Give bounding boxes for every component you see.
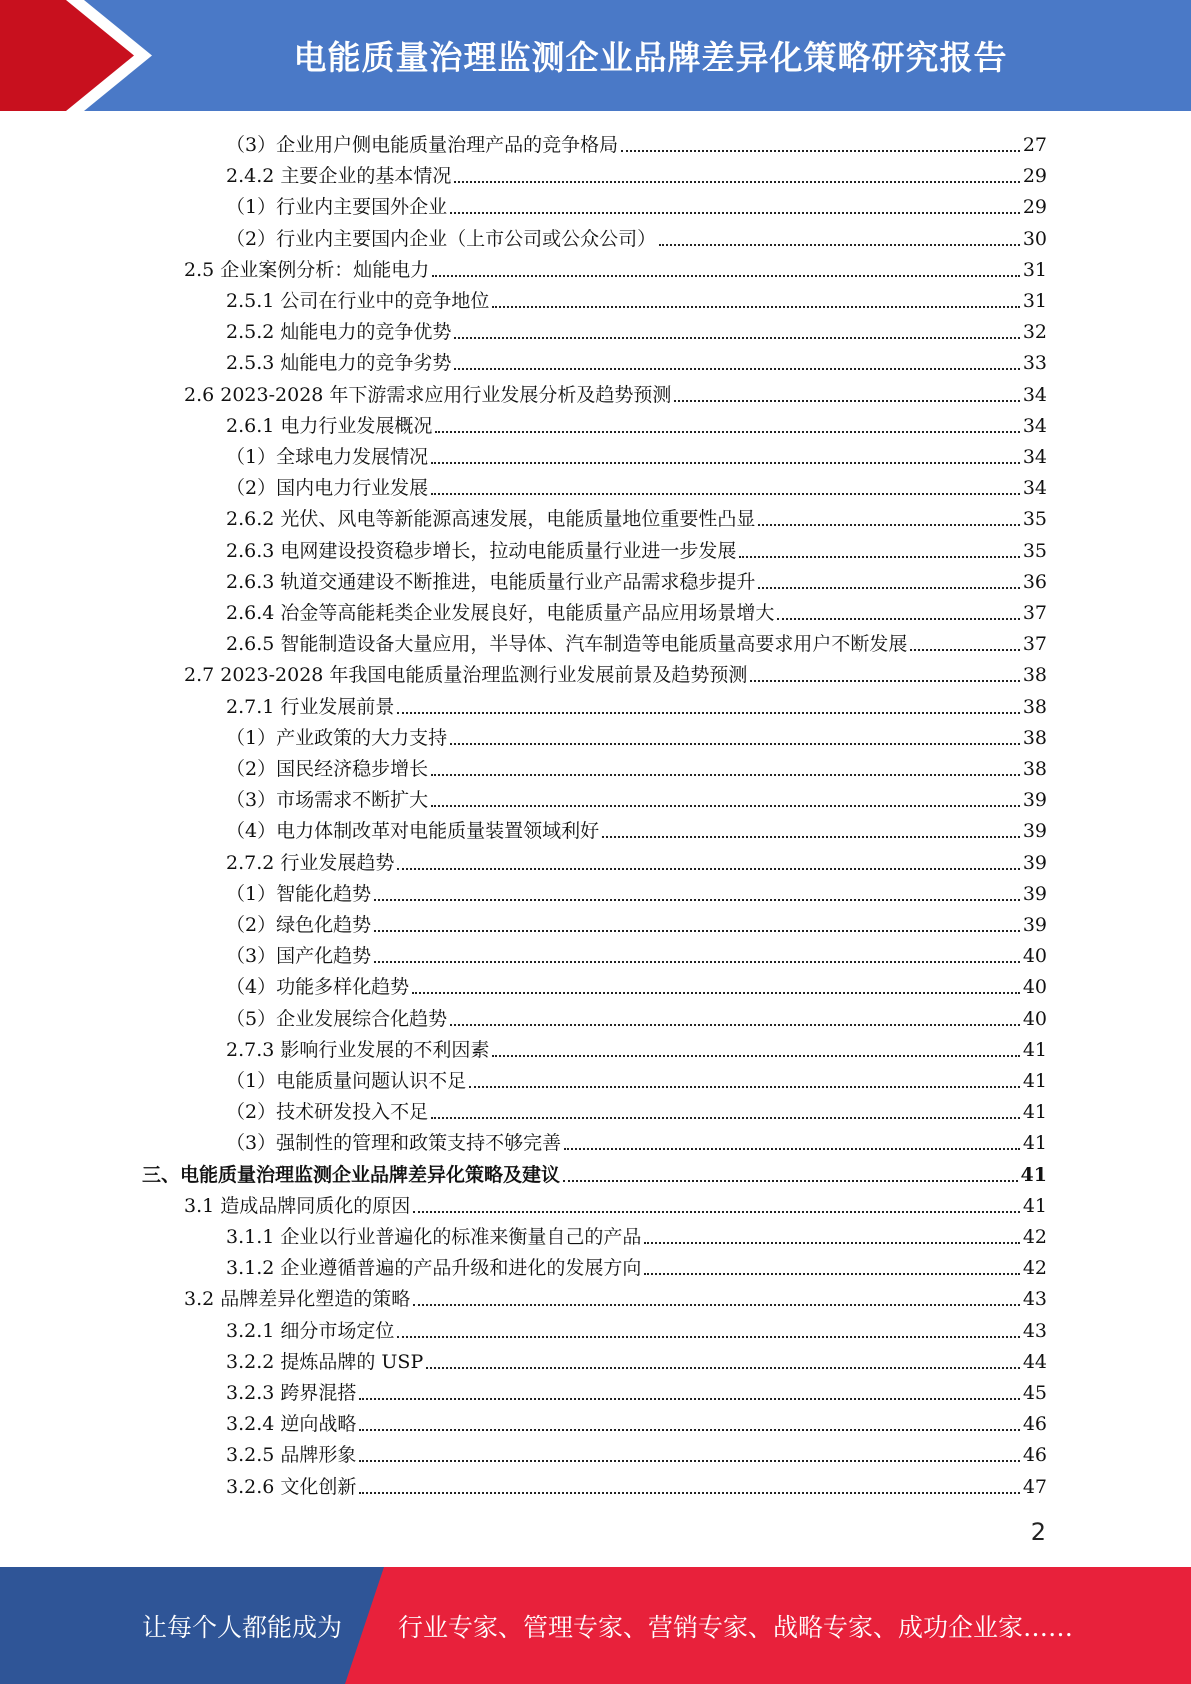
toc-dot-leader: [359, 1429, 1019, 1431]
toc-entry[interactable]: [226, 751, 1047, 782]
toc-entry-label: 2.7.1 行业发展前景: [226, 695, 395, 718]
toc-entry-page: 37: [1022, 633, 1047, 656]
toc-dot-leader: [621, 150, 1020, 152]
toc-dot-leader: [374, 961, 1020, 963]
toc-entry-page: 41: [1022, 1194, 1047, 1217]
toc-dot-leader: [359, 1492, 1019, 1494]
toc-entry[interactable]: [226, 1001, 1047, 1032]
toc-entry-label: 3.1.2 企业遵循普遍的产品升级和进化的发展方向: [226, 1257, 642, 1280]
toc-dot-leader: [910, 649, 1019, 651]
toc-entry[interactable]: [226, 1094, 1047, 1125]
toc-entry-page: 41: [1022, 1038, 1047, 1061]
toc-entry[interactable]: [226, 158, 1047, 189]
toc-entry[interactable]: [226, 127, 1047, 158]
toc-entry-page: 38: [1022, 726, 1047, 749]
toc-entry[interactable]: [226, 439, 1047, 470]
toc-dot-leader: [431, 774, 1020, 776]
toc-entry-page: 41: [1022, 1070, 1047, 1092]
toc-entry[interactable]: [226, 689, 1047, 720]
toc-entry-label: 2.4.2 主要企业的基本情况: [226, 165, 452, 188]
toc-entry-page: 45: [1022, 1382, 1047, 1404]
toc-entry-page: 35: [1022, 508, 1047, 531]
toc-entry[interactable]: [226, 845, 1047, 876]
toc-dot-leader: [454, 337, 1019, 339]
toc-entry[interactable]: [226, 595, 1047, 626]
toc-entry-page: 32: [1022, 321, 1047, 344]
toc-dot-leader: [431, 805, 1020, 807]
footer-slogan-left: 让每个人都能成为: [142, 1612, 343, 1642]
toc-entry[interactable]: [226, 1032, 1047, 1063]
toc-entry-page: 46: [1022, 1413, 1047, 1436]
toc-entry-label: 2.5.3 灿能电力的竞争劣势: [226, 352, 452, 375]
toc-dot-leader: [374, 930, 1020, 932]
toc-entry-page: 40: [1022, 1007, 1047, 1030]
toc-dot-leader: [492, 1055, 1019, 1057]
toc-entry-page: 42: [1022, 1226, 1047, 1248]
toc-entry-page: 36: [1022, 570, 1047, 593]
toc-entry-label: （1）行业内主要国外企业: [226, 196, 448, 219]
toc-entry[interactable]: [226, 408, 1047, 439]
toc-entry[interactable]: [142, 1157, 1047, 1188]
toc-dot-leader: [413, 1211, 1020, 1213]
toc-dot-leader: [454, 368, 1019, 370]
toc-dot-leader: [659, 244, 1020, 246]
toc-entry[interactable]: [226, 189, 1047, 220]
toc-entry-label: 3.2.2 提炼品牌的 USP: [226, 1350, 424, 1373]
toc-entry-page: 37: [1022, 602, 1047, 624]
toc-entry[interactable]: [226, 345, 1047, 376]
toc-entry[interactable]: [226, 1219, 1047, 1250]
toc-entry[interactable]: [184, 1188, 1047, 1219]
toc-entry[interactable]: [226, 1437, 1047, 1468]
toc-dot-leader: [758, 524, 1019, 526]
toc-entry[interactable]: [226, 1250, 1047, 1281]
toc-entry-label: 三、电能质量治理监测企业品牌差异化策略及建议: [142, 1163, 561, 1186]
toc-entry-label: （2）国内电力行业发展: [226, 477, 429, 500]
toc-entry-label: （3）国产化趋势: [226, 945, 372, 968]
toc-entry-label: （3）企业用户侧电能质量治理产品的竞争格局: [226, 134, 619, 156]
toc-entry-label: 3.2 品牌差异化塑造的策略: [184, 1288, 411, 1311]
toc-dot-leader: [563, 1180, 1018, 1182]
toc-entry-label: 2.6.1 电力行业发展概况: [226, 414, 433, 437]
toc-entry-label: （2）行业内主要国内企业（上市公司或公众公司）: [226, 227, 657, 250]
toc-entry-page: 30: [1022, 227, 1047, 250]
toc-dot-leader: [397, 712, 1019, 714]
toc-entry-page: 29: [1022, 196, 1047, 219]
toc-entry-label: （2）技术研发投入不足: [226, 1101, 429, 1124]
toc-entry-label: （1）智能化趋势: [226, 882, 372, 905]
toc-entry-label: 3.1 造成品牌同质化的原因: [184, 1194, 411, 1217]
toc-entry[interactable]: [226, 501, 1047, 532]
toc-entry[interactable]: [226, 1313, 1047, 1344]
toc-dot-leader: [432, 275, 1020, 277]
toc-entry-page: 43: [1022, 1288, 1047, 1311]
toc-dot-leader: [454, 181, 1019, 183]
toc-entry-label: 3.2.1 细分市场定位: [226, 1319, 395, 1342]
toc-entry-label: 3.2.5 品牌形象: [226, 1444, 357, 1467]
toc-entry-label: （1）产业政策的大力支持: [226, 726, 448, 749]
toc-dot-leader: [777, 618, 1019, 620]
toc-entry-label: （4）功能多样化趋势: [226, 976, 410, 999]
toc-entry-label: 2.7.3 影响行业发展的不利因素: [226, 1038, 490, 1061]
toc-entry[interactable]: [226, 626, 1047, 657]
toc-entry-page: 39: [1022, 914, 1047, 936]
toc-entry[interactable]: [226, 221, 1047, 252]
toc-entry[interactable]: [184, 252, 1047, 283]
toc-entry-label: （2）绿色化趋势: [226, 914, 372, 936]
toc-entry-page: 42: [1022, 1257, 1047, 1280]
toc-entry[interactable]: [226, 1406, 1047, 1437]
toc-dot-leader: [644, 1242, 1019, 1244]
toc-dot-leader: [492, 306, 1019, 308]
toc-dot-leader: [397, 1336, 1019, 1338]
toc-entry-page: 38: [1022, 758, 1047, 780]
toc-entry-page: 41: [1022, 1101, 1047, 1124]
toc-entry-label: （2）国民经济稳步增长: [226, 758, 429, 780]
toc-entry-page: 34: [1022, 446, 1047, 468]
footer-slogan-right: 行业专家、管理专家、营销专家、战略专家、成功企业家……: [398, 1612, 1074, 1642]
toc-dot-leader: [644, 1273, 1019, 1275]
toc-entry-label: 2.6.5 智能制造设备大量应用，半导体、汽车制造等电能质量高要求用户不断发展: [226, 633, 908, 656]
toc-entry-label: （3）市场需求不断扩大: [226, 789, 429, 812]
page-header: [0, 0, 1191, 111]
toc-dot-leader: [450, 743, 1020, 745]
toc-entry-page: 31: [1022, 290, 1047, 312]
toc-entry[interactable]: [226, 720, 1047, 751]
toc-entry[interactable]: [226, 470, 1047, 501]
toc-entry-label: 2.6.3 电网建设投资稳步增长，拉动电能质量行业进一步发展: [226, 539, 737, 562]
toc-entry-page: 34: [1022, 383, 1047, 406]
page-footer: [0, 1567, 1191, 1684]
toc-dot-leader: [359, 1460, 1019, 1462]
toc-entry-page: 39: [1022, 820, 1047, 843]
toc-dot-leader: [431, 462, 1020, 464]
toc-entry-page: 27: [1022, 134, 1047, 156]
toc-entry[interactable]: [226, 1063, 1047, 1094]
toc-dot-leader: [359, 1398, 1019, 1400]
toc-entry-label: 2.5.1 公司在行业中的竞争地位: [226, 290, 490, 312]
toc-entry-label: 2.7.2 行业发展趋势: [226, 851, 395, 874]
toc-entry-label: （4）电力体制改革对电能质量装置领域利好: [226, 820, 600, 843]
toc-dot-leader: [450, 212, 1020, 214]
toc-entry-label: （1）电能质量问题认识不足: [226, 1070, 467, 1092]
toc-entry-page: 38: [1022, 695, 1047, 718]
toc-entry-page: 47: [1022, 1475, 1047, 1498]
toc-dot-leader: [412, 992, 1020, 994]
toc-entry[interactable]: [184, 657, 1047, 688]
toc-dot-leader: [413, 1304, 1020, 1306]
toc-entry-page: 39: [1022, 882, 1047, 905]
toc-entry[interactable]: [226, 876, 1047, 907]
toc-dot-leader: [469, 1086, 1020, 1088]
toc-entry[interactable]: [226, 1344, 1047, 1375]
toc-entry[interactable]: [226, 1469, 1047, 1500]
toc-entry-page: 35: [1022, 539, 1047, 562]
toc-entry-label: 2.6.3 轨道交通建设不断推进，电能质量行业产品需求稳步提升: [226, 570, 756, 593]
toc-entry[interactable]: [226, 1125, 1047, 1156]
toc-dot-leader: [435, 431, 1019, 433]
toc-dot-leader: [602, 836, 1020, 838]
toc-entry-page: 40: [1022, 976, 1047, 999]
toc-entry-label: 2.7 2023-2028 年我国电能质量治理监测行业发展前景及趋势预测: [184, 664, 748, 687]
toc-entry-label: 2.6.4 冶金等高能耗类企业发展良好，电能质量产品应用场景增大: [226, 602, 775, 624]
toc-entry-label: 3.2.4 逆向战略: [226, 1413, 357, 1436]
toc-entry[interactable]: [226, 813, 1047, 844]
toc-entry-page: 39: [1022, 789, 1047, 812]
toc-entry[interactable]: [184, 1281, 1047, 1312]
toc-entry-page: 44: [1022, 1350, 1047, 1373]
toc-entry-page: 31: [1022, 258, 1047, 281]
toc-entry-page: 41: [1020, 1163, 1047, 1186]
toc-entry[interactable]: [226, 969, 1047, 1000]
toc-entry[interactable]: [226, 938, 1047, 969]
toc-entry[interactable]: [226, 782, 1047, 813]
toc-entry[interactable]: [226, 314, 1047, 345]
toc-entry-page: 34: [1022, 477, 1047, 500]
toc-entry[interactable]: [184, 377, 1047, 408]
toc-entry-page: 33: [1022, 352, 1047, 375]
toc-dot-leader: [564, 1148, 1020, 1150]
toc-entry-label: （5）企业发展综合化趋势: [226, 1007, 448, 1030]
header-title: 电能质量治理监测企业品牌差异化策略研究报告: [293, 38, 1008, 77]
toc-entry-page: 29: [1022, 165, 1047, 188]
toc-entry-page: 43: [1022, 1319, 1047, 1342]
toc-entry-page: 38: [1022, 664, 1047, 687]
toc-dot-leader: [739, 556, 1019, 558]
toc-dot-leader: [426, 1367, 1020, 1369]
toc-entry-label: 2.6 2023-2028 年下游需求应用行业发展分析及趋势预测: [184, 383, 672, 406]
toc-entry-label: （1）全球电力发展情况: [226, 446, 429, 468]
toc-entry-page: 40: [1022, 945, 1047, 968]
toc-entry-label: 3.1.1 企业以行业普遍化的标准来衡量自己的产品: [226, 1226, 642, 1248]
toc-entry-page: 46: [1022, 1444, 1047, 1467]
toc-entry[interactable]: [226, 283, 1047, 314]
toc-entry[interactable]: [226, 564, 1047, 595]
toc-entry-label: 2.6.2 光伏、风电等新能源高速发展，电能质量地位重要性凸显: [226, 508, 756, 531]
toc-dot-leader: [431, 1117, 1020, 1119]
toc-dot-leader: [397, 868, 1019, 870]
toc-dot-leader: [758, 587, 1019, 589]
toc-entry-label: 3.2.3 跨界混搭: [226, 1382, 357, 1404]
toc-entry[interactable]: [226, 533, 1047, 564]
toc-entry-label: 3.2.6 文化创新: [226, 1475, 357, 1498]
toc-dot-leader: [431, 493, 1020, 495]
toc-entry-page: 41: [1022, 1132, 1047, 1155]
toc-dot-leader: [374, 899, 1020, 901]
toc-entry[interactable]: [226, 1375, 1047, 1406]
toc-entry[interactable]: [226, 907, 1047, 938]
toc-entry-label: 2.5.2 灿能电力的竞争优势: [226, 321, 452, 344]
page-number: 2: [1030, 1518, 1046, 1546]
toc-entry-label: （3）强制性的管理和政策支持不够完善: [226, 1132, 562, 1155]
toc-dot-leader: [750, 680, 1019, 682]
toc-entry-label: 2.5 企业案例分析：灿能电力: [184, 258, 430, 281]
toc-entry-page: 34: [1022, 414, 1047, 437]
toc-entry-page: 39: [1022, 851, 1047, 874]
toc-dot-leader: [674, 400, 1019, 402]
toc-dot-leader: [450, 1024, 1020, 1026]
